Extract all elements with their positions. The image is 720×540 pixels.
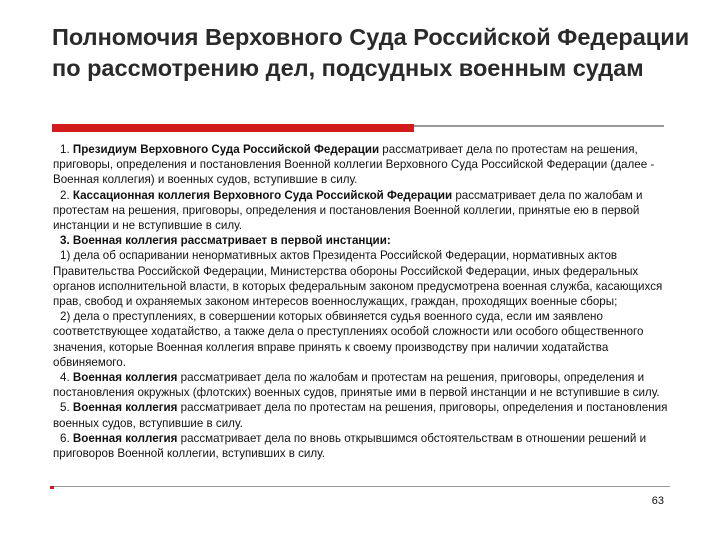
item-text: рассматривает дела по жалобам и протестам на решения, приговоры, определения и постановления окружных (флотских) военных судов, принятые ими в первой инстанции и не вступившие в силу. [53, 371, 660, 400]
paragraph-item-6 [53, 431, 671, 461]
paragraph-item-3 [53, 233, 671, 248]
slide-title: Полномочия Верховного Суда Российской Федерации по рассмотрению дел, подсудных военным судам [52, 24, 690, 81]
item-subject: Военная коллегия [72, 401, 178, 415]
paragraph-item-3-1: 1) дела об оспаривании ненормативных актов Президента Российской Федерации, нормативных актов Правительства Российской Федерации, Министерства обороны Российской Федерации, иных федеральных органов исполнительной власти, в которых федеральным законом предусмотрена военная служба, касающихся прав, свобод и охраняемых законом интересов военнослужащих, граждан, проходящих военные сборы; [53, 249, 663, 309]
item-number: 5. [60, 401, 73, 415]
item-text: рассматривает дела по жалобам и протестам на решения, приговоры, определения и постановления Военной коллегии, принятые ею в первой инстанции и не вступившие в силу. [53, 188, 643, 233]
item-subject: Кассационная коллегия Верховного Суда Российской Федерации [72, 188, 453, 202]
item-number: 4. [60, 371, 73, 385]
item-number: 1. [60, 143, 73, 156]
item-number: 6. [60, 431, 73, 445]
item-number: 2. [60, 188, 73, 202]
item-heading: 3. Военная коллегия рассматривает в первой инстанции: [60, 234, 391, 248]
slide-body [53, 142, 671, 461]
item-subject: Военная коллегия [72, 371, 178, 385]
item-text: рассматривает дела по вновь открывшимся обстоятельствам в отношении решений и приговоров Военной коллегии, вступивших в силу. [53, 431, 647, 461]
item-text: рассматривает дела по протестам на решения, приговоры, определения и постановления Военной коллегии Верховного Суда Российской Федерации (далее - Военная коллегия) и военных судов, вступившие в силу. [53, 143, 655, 187]
paragraph-item-2 [53, 188, 671, 234]
footer-accent [50, 486, 54, 489]
title-accent-bar [52, 124, 414, 132]
item-text: рассматривает дела по протестам на решения, приговоры, определения и постановления военных судов, вступившие в силу. [53, 401, 668, 430]
paragraph-item-4 [53, 370, 671, 400]
item-subject: Президиум Верховного Суда Российской Федерации [72, 143, 380, 156]
paragraph-item-5 [53, 400, 671, 430]
paragraph-item-1 [53, 142, 671, 188]
item-subject: Военная коллегия [72, 431, 178, 445]
footer-divider [50, 486, 670, 487]
paragraph-item-3-2: 2) дела о преступлениях, в совершении которых обвиняется судья военного суда, если им заявлено соответствующее ходатайство, а также дела о преступлениях особой сложности или особого общественного значения, которые Военная коллегия вправе принять к своему производству при наличии ходатайства обвиняемого. [53, 310, 644, 369]
page-number: 63 [651, 495, 664, 507]
